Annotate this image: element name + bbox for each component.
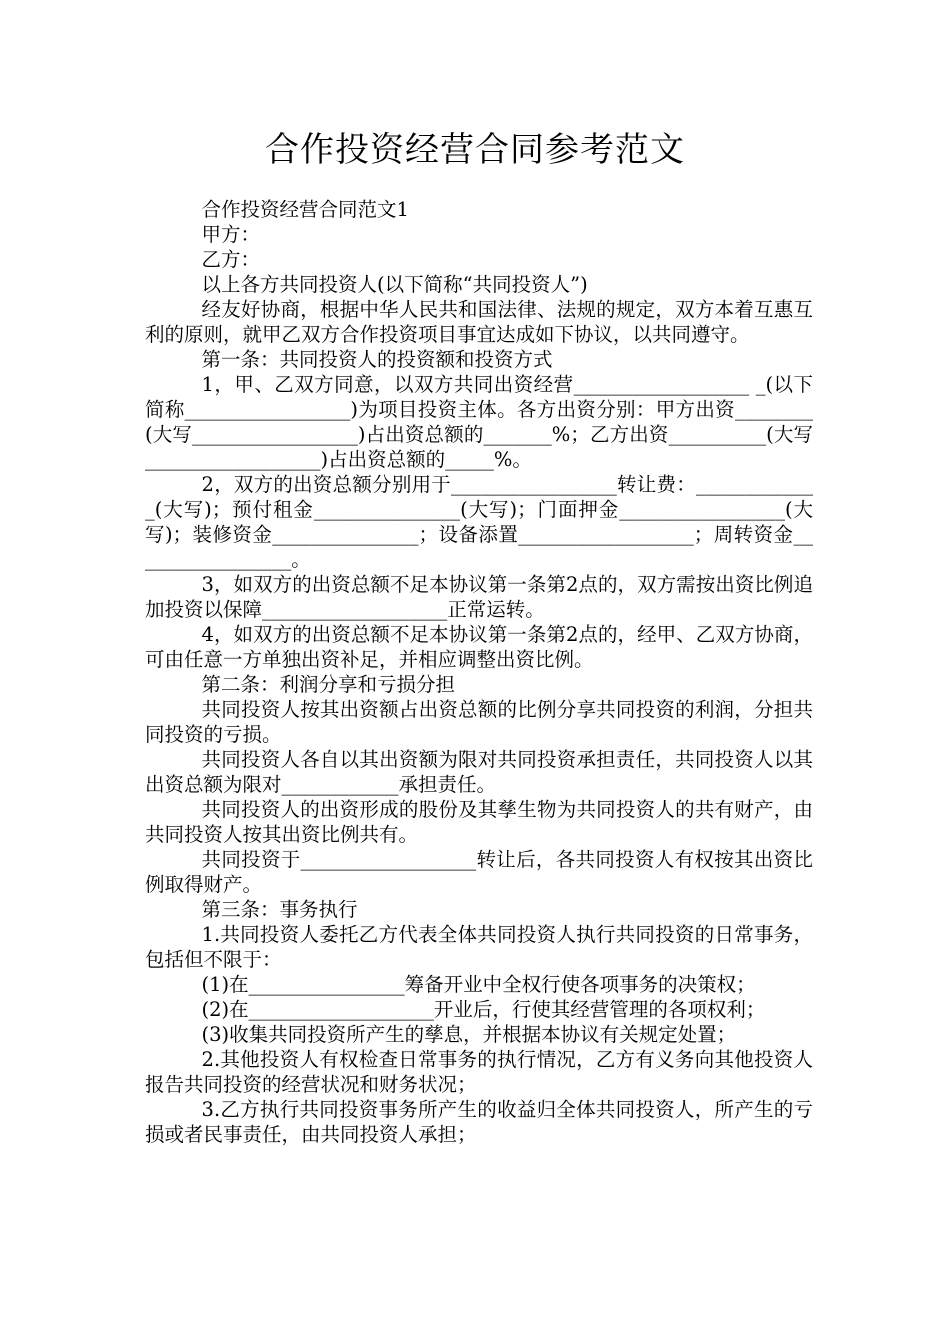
article-2-paragraph-3: 共同投资人的出资形成的股份及其孳生物为共同投资人的共有财产，由共同投资人按其出资比例共有。	[145, 798, 813, 846]
article-3-clause-3: 3.乙方执行共同投资事务所产生的收益归全体共同投资人，所产生的亏损或者民事责任，由共同投资人承担；	[145, 1098, 813, 1146]
document-title: 合作投资经营合同参考范文	[265, 130, 685, 170]
article-2-paragraph-4: 共同投资于__________________转让后，各共同投资人有权按其出资比例取得财产。	[145, 848, 813, 896]
document-body	[145, 197, 813, 1147]
party-a-line: 甲方：	[201, 223, 261, 246]
article-3-item-3: (3)收集共同投资所产生的孳息，并根据本协议有关规定处置；	[201, 1023, 737, 1046]
parties-definition: 以上各方共同投资人(以下简称“共同投资人”)	[201, 273, 588, 296]
article-2-paragraph-2: 共同投资人各自以其出资额为限对共同投资承担责任，共同投资人以其出资总额为限对____________承担责任。	[145, 748, 813, 796]
article-1-clause-2: 2，双方的出资总额分别用于_________________转让费：_____________(大写)；预付租金_______________(大写)；门面押金_________________(大写)；装修资金_______________；设备添置__________________；周转资金_________________。	[145, 473, 813, 571]
article-3-item-1: (1)在________________筹备开业中全权行使各项事务的决策权；	[201, 973, 756, 996]
article-1-clause-1: 1，甲、乙双方同意，以双方共同出资经营__________________ _(以下简称_________________)为项目投资主体。各方出资分别：甲方出资________(大写_________________)占出资总额的_______%；乙方出资__________(大写__________________)占出资总额的_____%。	[145, 373, 813, 471]
article-1-clause-4: 4，如双方的出资总额不足本协议第一条第2点的，经甲、乙双方协商，可由任意一方单独出资补足，并相应调整出资比例。	[145, 623, 813, 671]
party-b-line: 乙方：	[201, 248, 261, 271]
article-3-heading: 第三条：事务执行	[201, 898, 358, 921]
article-3-clause-2: 2.其他投资人有权检查日常事务的执行情况，乙方有义务向其他投资人报告共同投资的经营状况和财务状况；	[145, 1048, 813, 1096]
article-2-heading: 第二条：利润分享和亏损分担	[201, 673, 456, 696]
article-1-heading: 第一条：共同投资人的投资额和投资方式	[201, 348, 553, 371]
article-3-item-2: (2)在___________________开业后，行使其经营管理的各项权利；	[201, 998, 766, 1021]
preamble-paragraph: 经友好协商，根据中华人民共和国法律、法规的规定，双方本着互惠互利的原则，就甲乙双方合作投资项目事宜达成如下协议，以共同遵守。	[145, 298, 813, 346]
article-2-paragraph-1: 共同投资人按其出资额占出资总额的比例分享共同投资的利润，分担共同投资的亏损。	[145, 698, 813, 746]
article-3-clause-1: 1.共同投资人委托乙方代表全体共同投资人执行共同投资的日常事务，包括但不限于：	[145, 923, 813, 971]
article-1-clause-3: 3，如双方的出资总额不足本协议第一条第2点的，双方需按出资比例追加投资以保障___________________正常运转。	[145, 573, 813, 621]
subtitle-paragraph: 合作投资经营合同范文1	[201, 198, 409, 221]
